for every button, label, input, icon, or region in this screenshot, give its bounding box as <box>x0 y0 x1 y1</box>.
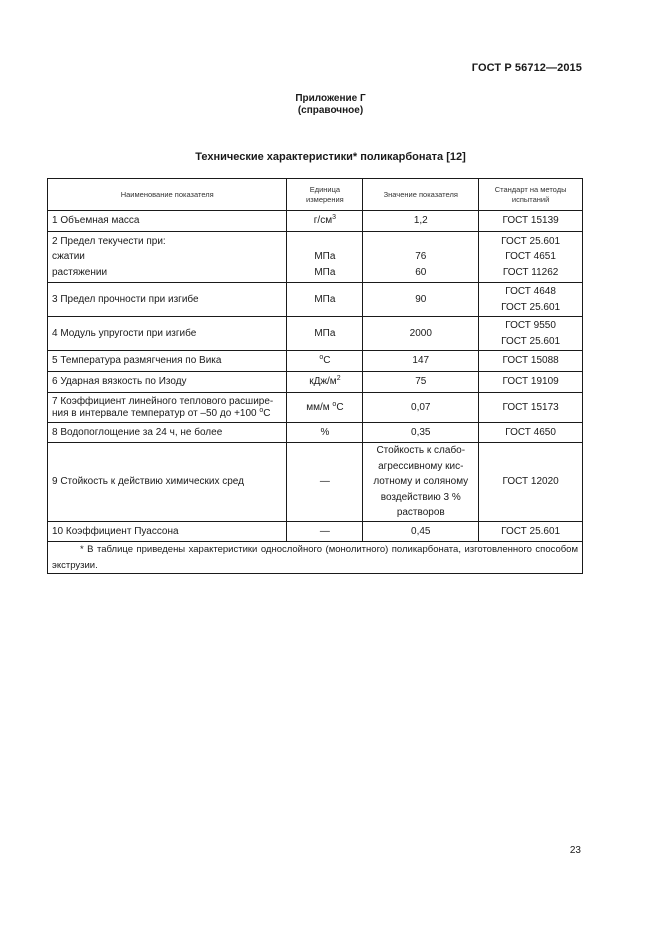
row9-standard: ГОСТ 12020 <box>479 443 583 522</box>
row6-name: 6 Ударная вязкость по Изоду <box>48 372 287 393</box>
row1-standard: ГОСТ 15139 <box>479 211 583 232</box>
table-footnote: * В таблице приведены характеристики однослойного (монолитного) поликарбоната, изготовленного способом экструзии. <box>48 541 583 573</box>
row3-value: 90 <box>363 283 479 317</box>
annex-title: Приложение Г <box>295 93 366 104</box>
row7-unit: мм/м $^о$С <box>287 393 363 423</box>
table-row <box>48 317 583 351</box>
row7-name: 7 Коэффициент линейного теплового расшире- ния в интервале температур от –50 до +100 $^о$С <box>48 393 287 423</box>
row3-unit: МПа <box>287 283 363 317</box>
row5-value: 147 <box>363 351 479 372</box>
table-row <box>48 393 583 423</box>
row8-standard: ГОСТ 4650 <box>479 423 583 443</box>
row9-unit: — <box>287 443 363 522</box>
row9-value: Стойкость к слабо- агрессивному кис- лотному и соляному воздействию 3 % растворов <box>363 443 479 522</box>
row4-value: 2000 <box>363 317 479 351</box>
row7-value: 0,07 <box>363 393 479 423</box>
row1-unit: $г/см^3$ <box>287 211 363 232</box>
page-number: 23 <box>569 845 581 856</box>
row8-unit: % <box>287 423 363 443</box>
table-row <box>48 443 583 522</box>
table-row <box>48 283 583 317</box>
document-code: ГОСТ Р 56712—2015 <box>471 62 582 74</box>
table-header-row <box>48 179 583 211</box>
row4-name: 4 Модуль упругости при изгибе <box>48 317 287 351</box>
row2-unit: МПа МПа <box>287 232 363 283</box>
row10-value: 0,45 <box>363 521 479 541</box>
row6-value: 75 <box>363 372 479 393</box>
row8-value: 0,35 <box>363 423 479 443</box>
row2-standard: ГОСТ 25.601 ГОСТ 4651 ГОСТ 11262 <box>479 232 583 283</box>
annex-subtitle: (справочное) <box>297 105 364 116</box>
row5-standard: ГОСТ 15088 <box>479 351 583 372</box>
table-row <box>48 211 583 232</box>
header-value: Значение показателя <box>363 179 479 211</box>
table-row <box>48 521 583 541</box>
table-title: Технические характеристики* поликарбоната [12] <box>195 151 466 163</box>
row2-name: 2 Предел текучести при: сжатии растяжении <box>48 232 287 283</box>
row4-unit: МПа <box>287 317 363 351</box>
row6-standard: ГОСТ 19109 <box>479 372 583 393</box>
header-name: Наименование показателя <box>48 179 287 211</box>
row10-name: 10 Коэффициент Пуассона <box>48 521 287 541</box>
row4-standard: ГОСТ 9550 ГОСТ 25.601 <box>479 317 583 351</box>
table-row <box>48 232 583 283</box>
row3-standard: ГОСТ 4648 ГОСТ 25.601 <box>479 283 583 317</box>
annex-heading <box>0 93 661 117</box>
row6-unit: кДж/$м^2$ <box>287 372 363 393</box>
row10-unit: — <box>287 521 363 541</box>
table-row <box>48 351 583 372</box>
row1-name: 1 Объемная масса <box>48 211 287 232</box>
row3-name: 3 Предел прочности при изгибе <box>48 283 287 317</box>
row10-standard: ГОСТ 25.601 <box>479 521 583 541</box>
characteristics-table <box>47 178 583 574</box>
header-unit: Единица измерения <box>287 179 363 211</box>
table-footnote-row <box>48 541 583 573</box>
row2-value: 76 60 <box>363 232 479 283</box>
row7-standard: ГОСТ 15173 <box>479 393 583 423</box>
row8-name: 8 Водопоглощение за 24 ч, не более <box>48 423 287 443</box>
row5-unit: $^о$С <box>287 351 363 372</box>
row5-name: 5 Температура размягчения по Вика <box>48 351 287 372</box>
table-row <box>48 423 583 443</box>
header-standard: Стандарт на методы испытаний <box>479 179 583 211</box>
row1-value: 1,2 <box>363 211 479 232</box>
row9-name: 9 Стойкость к действию химических сред <box>48 443 287 522</box>
table-row <box>48 372 583 393</box>
